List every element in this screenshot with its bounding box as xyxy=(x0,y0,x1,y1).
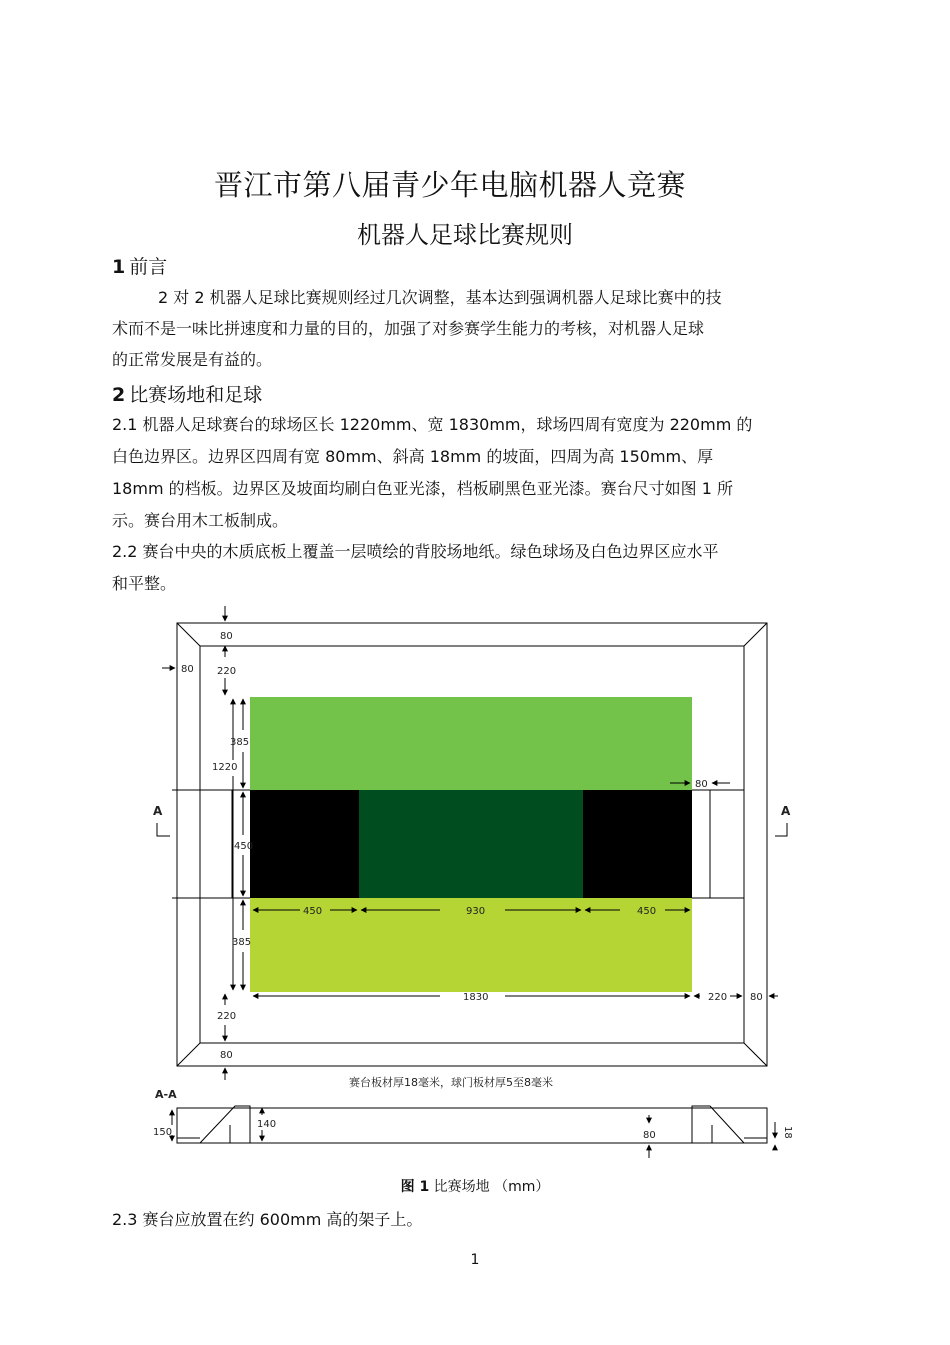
figure-caption-text: 比赛场地 （mm） xyxy=(429,1179,550,1195)
dim-label: 450 xyxy=(303,906,323,917)
paragraph-line: 和平整。 xyxy=(112,574,177,593)
dim-label: 220 xyxy=(708,992,728,1003)
paragraph-line: 示。赛台用木工板制成。 xyxy=(112,511,289,530)
upper-field xyxy=(250,697,692,790)
section-title: A-A xyxy=(155,1088,177,1101)
dim-label: 385 xyxy=(232,937,252,948)
dim-label: 140 xyxy=(257,1119,277,1130)
dim-label: 80 xyxy=(181,664,194,675)
section-mark-label: A xyxy=(153,804,163,818)
paragraph-line: 术而不是一味比拼速度和力量的目的，加强了对参赛学生能力的考核，对机器人足球 xyxy=(112,319,705,338)
section-title: 比赛场地和足球 xyxy=(129,384,263,406)
page-title: 晋江市第八届青少年电脑机器人竞赛 xyxy=(213,168,686,202)
dim-label: 80 xyxy=(695,779,708,790)
dim-label: 930 xyxy=(466,906,486,917)
figure-note: 赛台板材厚18毫米，球门板材厚5至8毫米 xyxy=(349,1076,553,1089)
right-goal-area xyxy=(583,790,692,898)
dim-label: 150 xyxy=(153,1127,173,1138)
figure-caption xyxy=(0,1176,950,1196)
dim-label: 80 xyxy=(220,1050,233,1061)
paragraph-line: 2.3 赛台应放置在约 600mm 高的架子上。 xyxy=(112,1210,423,1229)
page-subtitle: 机器人足球比赛规则 xyxy=(357,221,573,249)
paragraph-line: 的正常发展是有益的。 xyxy=(112,350,273,369)
figure-number: 图 1 xyxy=(400,1179,430,1195)
dim-label: 220 xyxy=(217,666,237,677)
paragraph-line: 2.1 机器人足球赛台的球场区长 1220mm、宽 1830mm，球场四周有宽度为 220mm 的 xyxy=(112,415,753,434)
dim-label: 1220 xyxy=(212,762,238,773)
dim-label: 80 xyxy=(643,1130,656,1141)
section-number: 2 xyxy=(112,384,126,406)
dim-label: 1830 xyxy=(463,992,489,1003)
paragraph-line: 2 对 2 机器人足球比赛规则经过几次调整，基本达到强调机器人足球比赛中的技 xyxy=(158,288,722,307)
paragraph-line: 2.2 赛台中央的木质底板上覆盖一层喷绘的背胶场地纸。绿色球场及白色边界区应水平 xyxy=(112,542,719,561)
section-title: 前言 xyxy=(129,256,168,278)
dim-label: 220 xyxy=(217,1011,237,1022)
dim-label: 18 xyxy=(782,1126,793,1139)
paragraph-line: 18mm 的档板。边界区及坡面均刷白色亚光漆，档板刷黑色亚光漆。赛台尺寸如图 1 所 xyxy=(112,479,733,498)
dim-label: 80 xyxy=(220,631,233,642)
dim-label: 385 xyxy=(230,737,250,748)
dim-label: 450 xyxy=(234,841,254,852)
center-field xyxy=(359,790,583,898)
section-number: 1 xyxy=(112,256,126,278)
dim-label: 450 xyxy=(637,906,657,917)
cross-section xyxy=(172,1106,775,1158)
left-goal-area xyxy=(250,790,359,898)
page-number: 1 xyxy=(470,1252,480,1268)
paragraph-line: 白色边界区。边界区四周有宽 80mm、斜高 18mm 的坡面，四周为高 150mm、厚 xyxy=(112,447,714,466)
section-mark-label: A xyxy=(781,804,791,818)
dim-label: 80 xyxy=(750,992,763,1003)
